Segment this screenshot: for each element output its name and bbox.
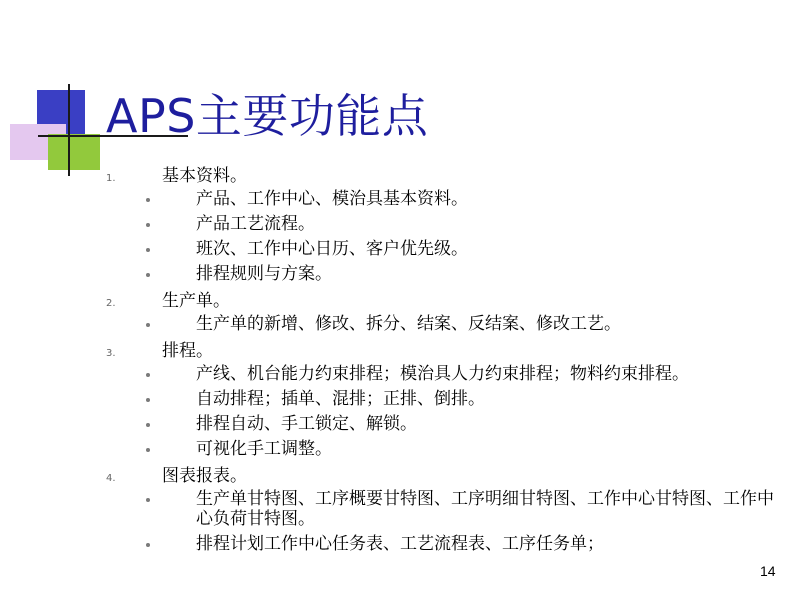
- list-item: 产品、工作中心、模治具基本资料。: [100, 189, 780, 209]
- list-item: 生产单的新增、修改、拆分、结案、反结案、修改工艺。: [100, 314, 780, 334]
- bullet-icon: [146, 373, 150, 377]
- list-item: 排程自动、手工锁定、解锁。: [100, 414, 780, 434]
- list-item: 生产单甘特图、工序概要甘特图、工序明细甘特图、工作中心甘特图、工作中心负荷甘特图。: [100, 489, 780, 529]
- section-label: 图表报表。: [162, 466, 247, 486]
- list-item: 班次、工作中心日历、客户优先级。: [100, 239, 780, 259]
- list-item: 产品工艺流程。: [100, 214, 780, 234]
- section-scheduling-items: [100, 364, 780, 459]
- section-basic-data-items: [100, 189, 780, 284]
- section-basic-data: [100, 164, 780, 189]
- section-production-order-items: [100, 314, 780, 334]
- list-item: 可视化手工调整。: [100, 439, 780, 459]
- section-label: 排程。: [162, 341, 213, 361]
- section-number: 3.: [106, 348, 116, 359]
- bullet-icon: [146, 248, 150, 252]
- bullet-icon: [146, 543, 150, 547]
- section-number: 2.: [106, 298, 116, 309]
- bullet-icon: [146, 448, 150, 452]
- list-item: 产线、机台能力约束排程；模治具人力约束排程；物料约束排程。: [100, 364, 780, 384]
- section-charts-reports-items: [100, 489, 780, 554]
- section-number: 4.: [106, 473, 116, 484]
- decor-green-square: [48, 134, 100, 170]
- bullet-icon: [146, 223, 150, 227]
- outline-list: [100, 164, 780, 559]
- list-item: 排程计划工作中心任务表、工艺流程表、工序任务单；: [100, 534, 780, 554]
- bullet-icon: [146, 498, 150, 502]
- section-number: 1.: [106, 173, 116, 184]
- bullet-icon: [146, 398, 150, 402]
- bullet-icon: [146, 273, 150, 277]
- bullet-icon: [146, 423, 150, 427]
- bullet-icon: [146, 198, 150, 202]
- section-label: 基本资料。: [162, 166, 247, 186]
- section-scheduling: [100, 339, 780, 364]
- section-charts-reports: [100, 464, 780, 489]
- decor-vertical-line: [68, 84, 70, 176]
- section-production-order: [100, 289, 780, 314]
- section-label: 生产单。: [162, 291, 230, 311]
- slide-title: APS主要功能点: [106, 89, 429, 143]
- bullet-icon: [146, 323, 150, 327]
- list-item: 排程规则与方案。: [100, 264, 780, 284]
- list-item: 自动排程；插单、混排；正排、倒排。: [100, 389, 780, 409]
- page-number: 14: [760, 563, 776, 579]
